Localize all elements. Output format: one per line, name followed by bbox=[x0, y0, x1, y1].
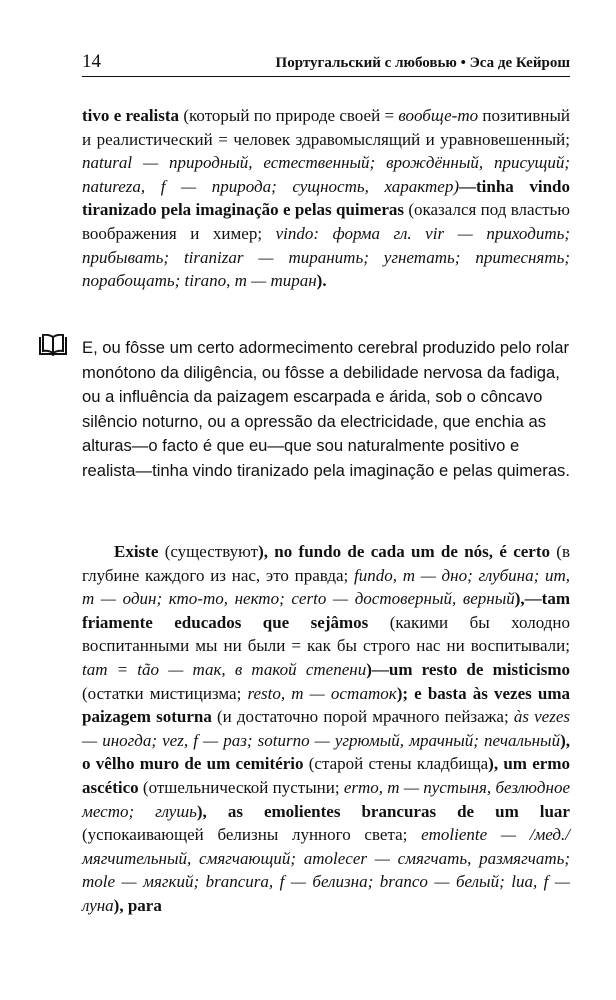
text-run: ). bbox=[316, 271, 327, 291]
text-run: Existe bbox=[114, 542, 159, 561]
text-run: ); e basta às vezes uma paizagem soturna bbox=[82, 683, 570, 727]
text-run: —tinha vindo tiranizado pela imaginação e pelas quimeras bbox=[82, 176, 570, 220]
text-run: natural — природный, естественный; врождённый, присущий; natureza, f — природа; сущность, характер) bbox=[82, 153, 570, 196]
text-run: (отшельнической пустыни; bbox=[138, 777, 344, 797]
vocabulary-paragraph-2 bbox=[82, 540, 570, 918]
text-run: (оказался под властью воображения и химер; bbox=[82, 200, 571, 243]
book-icon bbox=[38, 334, 68, 356]
text-run: позитивный и реалистический = человек здравомыслящий и уравновешенный; bbox=[82, 106, 570, 149]
text-run: ermo, m — пустыня, безлюдное место; глушь bbox=[82, 777, 571, 821]
vocabulary-paragraph-1 bbox=[82, 104, 570, 293]
text-run: ), as emolientes brancuras de um luar bbox=[196, 801, 570, 821]
text-run: emoliente — /мед./ мягчительный, смягчающий; amolecer — смягчать, размягчать; mole — мягкий; brancura, f — белизна; branco — белый; lua, f — луна bbox=[82, 825, 570, 915]
original-text-quote: E, ou fôsse um certo adormecimento cerebral produzido pelo rolar monótono da diligência, ou fôsse a debilidade nervosa da fadiga, ou a influência da paizagem escarpada e árida, sob o côncavo silêncio noturno, ou a opressão da electricidade, que enchia as alturas—o facto é que eu—que sou naturalmente positivo e realista—tinha vindo tiranizado pela imaginação e pelas quimeras. bbox=[82, 338, 570, 480]
text-run: ), no fundo de cada um de nós, é certo bbox=[258, 542, 550, 561]
text-run: вообще-то bbox=[398, 106, 479, 125]
text-run: ), para bbox=[113, 895, 162, 915]
text-run: tivo e realista bbox=[82, 106, 180, 125]
text-run: )—um resto de misticismo bbox=[366, 659, 570, 679]
text-run: vindo: форма гл. vir — приходить; прибывать; tiranizar — тиранить; угнетать; притеснять; порабощать; tirano, m — тиран bbox=[82, 223, 570, 291]
text-run: fundo, m — дно; глубина; um, m — один; кто-то, некто; certo — достоверный, верный bbox=[82, 565, 571, 609]
text-run: (успокаивающей белизны лунного света; bbox=[82, 825, 422, 845]
text-run: resto, m — остаток bbox=[247, 683, 397, 703]
text-run: (в глубине каждого из нас, это правда; bbox=[82, 542, 570, 585]
text-run: às vezes — иногда; vez, f — раз; soturno — угрюмый, мрачный; печальный bbox=[82, 707, 571, 750]
page-header bbox=[82, 50, 570, 77]
text-run: (остатки мистицизма; bbox=[82, 683, 248, 703]
text-run: (старой стены кладбища bbox=[303, 754, 489, 774]
text-run: (какими бы холодно воспитанными мы ни были = как бы строго нас ни воспитывали; bbox=[82, 612, 570, 656]
running-title: Португальский с любовью • Эса де Кейрош bbox=[275, 55, 570, 71]
page-number: 14 bbox=[82, 51, 101, 72]
text-run: (существуют bbox=[158, 542, 259, 561]
text-run: ),—tam friamente educados que sejâmos bbox=[82, 589, 570, 632]
text-run: (и достаточно порой мрачного пейзажа; bbox=[211, 707, 514, 727]
text-run: (который по природе своей = bbox=[179, 106, 399, 125]
text-run: tam = tão — так, в такой степени bbox=[82, 659, 367, 679]
text-run: ), o vêlho muro de um cemitério bbox=[82, 730, 570, 774]
text-run: ), um ermo ascético bbox=[82, 754, 570, 797]
